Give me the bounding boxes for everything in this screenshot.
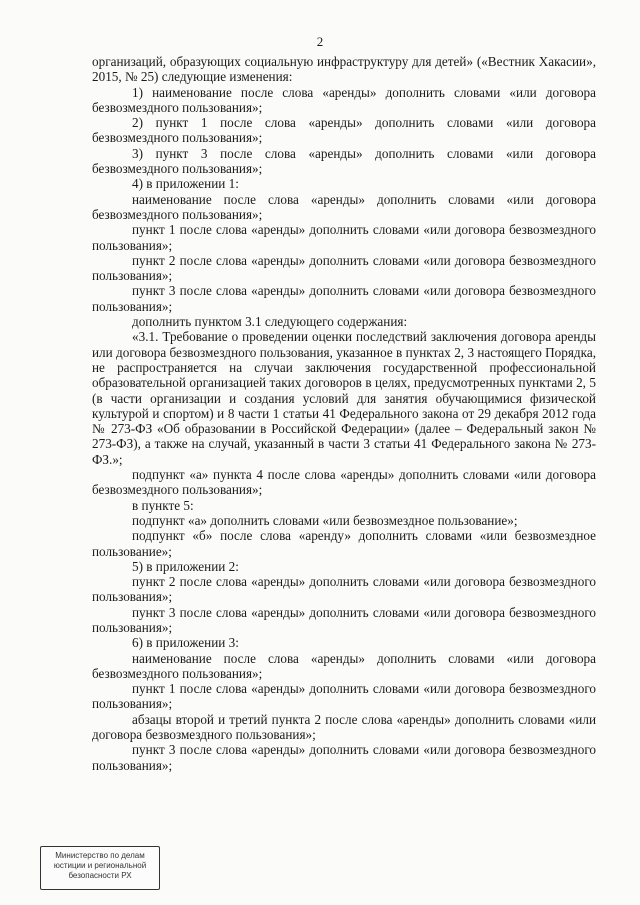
document-body [92,54,596,773]
paragraph-8: пункт 3 после слова «аренды» дополнить словами «или договора безвозмездного пользования»; [92,283,596,314]
paragraph-19: наименование после слова «аренды» дополнить словами «или договора безвозмездного пользования»; [92,650,596,681]
paragraph-14: подпункт «б» после слова «аренду» дополнить словами «или безвозмездное пользование»; [92,528,596,559]
paragraph-15: 5) в приложении 2: [132,558,239,574]
stamp-line: Министерство по делам [55,851,145,860]
paragraph-10: «3.1. Требование о проведении оценки последствий заключения договора аренды или договора безвозмездного пользования, указанное в пунктах 2, 3 настоящего Порядка, не распространяется на случаи заключения государственной профессиональной образовательной организацией таких договоров в целях, предусмотренных пунктами 2, 5 (в части организации и создания условий для занятия обучающимися физической культурой и спортом) и 8 части 1 статьи 41 Федерального закона от 29 декабря 2012 года № 273-ФЗ «Об образовании в Российской Федерации» (далее – Федеральный закон № 273-ФЗ), а также на случай, указанный в части 3 статьи 41 Федерального закона № 273-ФЗ.»; [92,329,596,467]
page-number: 2 [316,34,324,49]
paragraph-7: пункт 2 после слова «аренды» дополнить словами «или договора безвозмездного пользования»; [92,252,596,284]
paragraph-6: пункт 1 после слова «аренды» дополнить словами «или договора безвозмездного пользования»; [92,222,596,253]
paragraph-12: в пункте 5: [132,497,194,513]
paragraph-18: 6) в приложении 3: [132,635,239,651]
paragraph-5: наименование после слова «аренды» дополнить словами «или договора безвозмездного пользования»; [92,191,596,222]
paragraph-0: организаций, образующих социальную инфраструктуру для детей» («Вестник Хакасии», 2015, № 25) следующие изменения: [92,54,596,85]
stamp-line: юстиции и региональной [53,861,147,870]
stamp-line: безопасности РХ [68,871,132,880]
paragraph-21: абзацы второй и третий пункта 2 после слова «аренды» дополнить словами «или договора безвозмездного пользования»; [92,711,596,743]
paragraph-1: 1) наименование после слова «аренды» дополнить словами «или договора безвозмездного пользования»; [92,84,596,115]
paragraph-20: пункт 1 после слова «аренды» дополнить словами «или договора безвозмездного пользования»; [92,681,596,712]
paragraph-9: дополнить пунктом 3.1 следующего содержания: [132,314,408,330]
paragraph-22: пункт 3 после слова «аренды» дополнить словами «или договора безвозмездного пользования»; [92,742,596,773]
registration-stamp [40,846,160,890]
paragraph-17: пункт 3 после слова «аренды» дополнить словами «или договора безвозмездного пользования»; [92,604,596,635]
paragraph-13: подпункт «а» дополнить словами «или безвозмездное пользование»; [132,512,518,528]
paragraph-4: 4) в приложении 1: [132,176,239,192]
paragraph-2: 2) пункт 1 после слова «аренды» дополнить словами «или договора безвозмездного пользования»; [92,115,596,146]
paragraph-11: подпункт «а» пункта 4 после слова «аренды» дополнить словами «или договора безвозмездного пользования»; [92,467,596,498]
paragraph-3: 3) пункт 3 после слова «аренды» дополнить словами «или договора безвозмездного пользования»; [92,145,596,177]
paragraph-16: пункт 2 после слова «аренды» дополнить словами «или договора безвозмездного пользования»; [92,574,596,605]
